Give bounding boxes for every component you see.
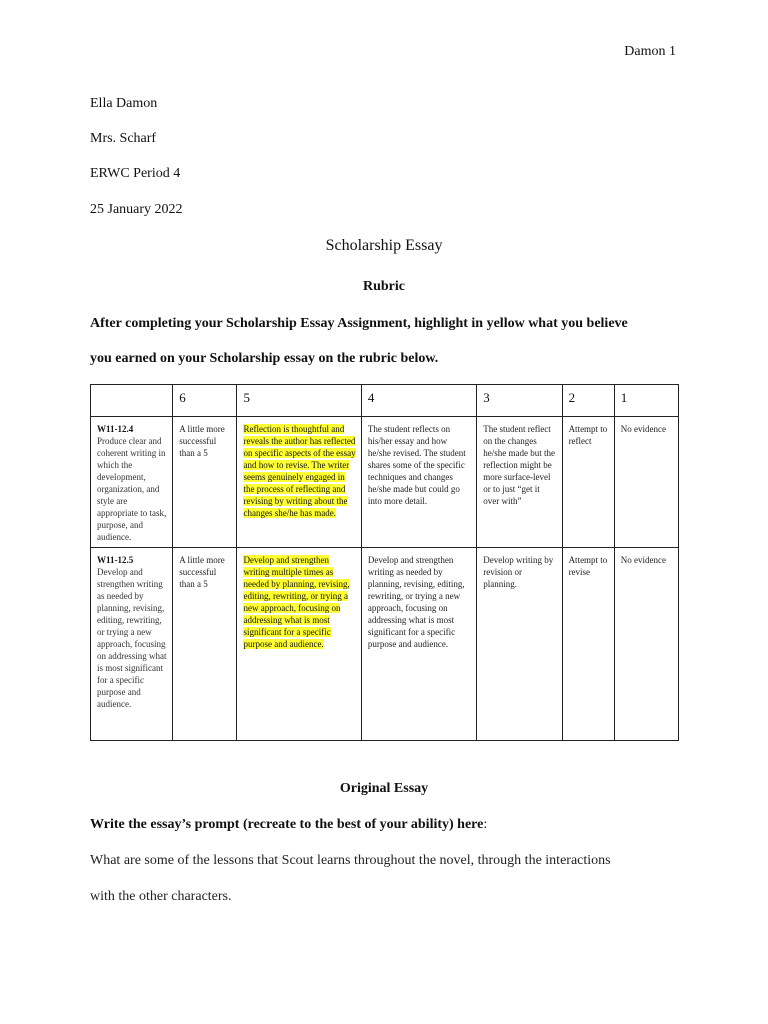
score-4-cell: Develop and strengthen writing as needed by planning, revising, editing, rewriting, or trying a new approach, focusing on addressing what is most significant for a specific purpose and audience.	[361, 548, 476, 741]
rubric-header-cell: 2	[562, 385, 614, 417]
standard-cell	[91, 548, 173, 741]
score-3-cell: Develop writing by revision or planning.	[477, 548, 562, 741]
rubric-header-cell: 6	[173, 385, 237, 417]
class-period: ERWC Period 4	[90, 166, 181, 181]
rubric-header-cell: 1	[614, 385, 678, 417]
rubric-table	[90, 384, 679, 741]
date: 25 January 2022	[90, 202, 183, 217]
prompt-label-colon: :	[483, 817, 488, 832]
standard-code: W11-12.5	[97, 555, 134, 565]
prompt-text-line-1: What are some of the lessons that Scout learns throughout the novel, through the interactions	[90, 853, 611, 868]
original-essay-title: Original Essay	[339, 781, 429, 796]
score-2-cell: Attempt to reflect	[562, 417, 614, 548]
rubric-header-cell: 5	[237, 385, 361, 417]
page-header: Damon 1	[624, 44, 676, 59]
rubric-header-cell: 4	[361, 385, 476, 417]
rubric-row	[91, 417, 679, 548]
instructions-line-2: you earned on your Scholarship essay on the rubric below.	[90, 351, 439, 366]
rubric-header-cell: 3	[477, 385, 562, 417]
rubric-title: Rubric	[363, 279, 405, 294]
standard-cell	[91, 417, 173, 548]
prompt-label-text: Write the essay’s prompt (recreate to the best of your ability) here	[90, 817, 484, 832]
score-5-cell	[237, 417, 361, 548]
score-1-cell: No evidence	[614, 417, 678, 548]
highlighted-text: Develop and strengthen writing multiple times as needed by planning, revising, editing, rewriting, or trying a new approach, focusing on addressing what is most significant for a specific purpose and audience.	[243, 555, 350, 649]
score-6-cell: A little more successful than a 5	[173, 417, 237, 548]
prompt-text-line-2: with the other characters.	[90, 889, 232, 904]
rubric-header-cell	[91, 385, 173, 417]
teacher-name: Mrs. Scharf	[90, 131, 157, 146]
instructions-line-1: After completing your Scholarship Essay Assignment, highlight in yellow what you believe	[90, 316, 628, 331]
score-2-cell: Attempt to revise	[562, 548, 614, 741]
score-1-cell: No evidence	[614, 548, 678, 741]
standard-description: Develop and strengthen writing as needed by planning, revising, editing, rewriting, or trying a new approach, focusing on addressing what is most significant for a specific purpose and audience.	[97, 567, 167, 709]
rubric-header-row	[91, 385, 679, 417]
essay-title: Scholarship Essay	[325, 237, 443, 254]
highlighted-text: Reflection is thoughtful and reveals the author has reflected on specific aspects of the essay and how to revise. The writer seems genuinely engaged in the process of reflecting and revising by writing about the changes she/he has made.	[243, 424, 356, 518]
standard-code: W11-12.4	[97, 424, 134, 434]
standard-description: Produce clear and coherent writing in which the development, organization, and style are appropriate to task, purpose, and audience.	[97, 436, 167, 542]
score-3-cell: The student reflect on the changes he/she made but the reflection might be more surface-level or to just “get it over with”	[477, 417, 562, 548]
score-4-cell: The student reflects on his/her essay and how he/she revised. The student shares some of the specific techniques and changes he/she made but could go into more detail.	[361, 417, 476, 548]
score-5-cell	[237, 548, 361, 741]
score-6-cell: A little more successful than a 5	[173, 548, 237, 741]
prompt-label	[90, 817, 487, 833]
student-name: Ella Damon	[90, 96, 158, 111]
rubric-row	[91, 548, 679, 741]
